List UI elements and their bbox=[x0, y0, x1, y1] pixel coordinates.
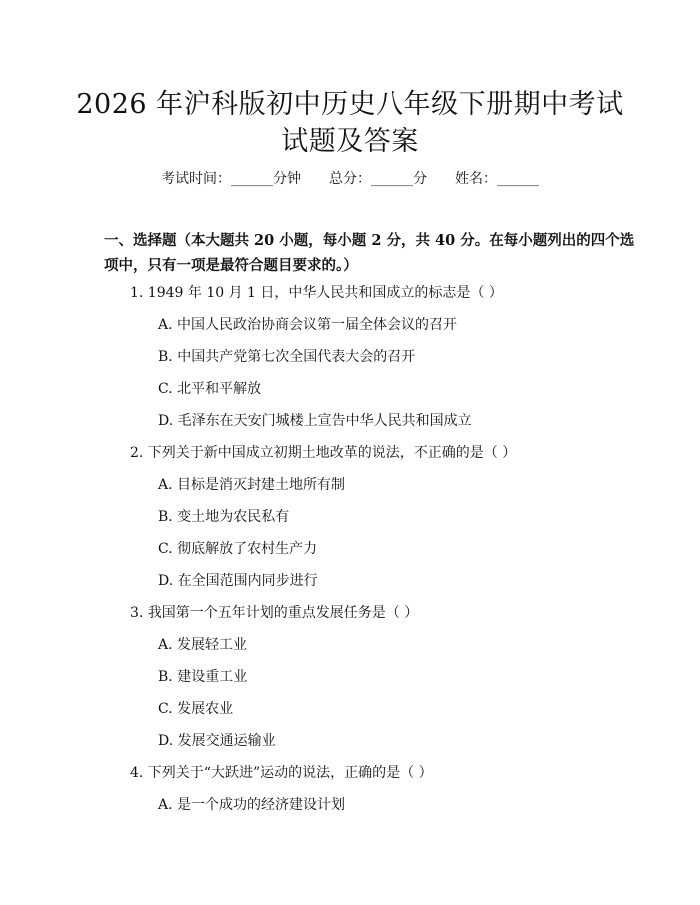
question-3-stem: 3. 我国第一个五年计划的重点发展任务是（ ） bbox=[130, 605, 419, 621]
question-2-option-c: C. 彻底解放了农村生产力 bbox=[158, 541, 318, 557]
exam-meta bbox=[0, 168, 700, 188]
question-1-option-a: A. 中国人民政治协商会议第一届全体会议的召开 bbox=[158, 317, 458, 333]
question-4-option-a: A. 是一个成功的经济建设计划 bbox=[158, 797, 346, 813]
question-1-option-b: B. 中国共产党第七次全国代表大会的召开 bbox=[158, 349, 416, 365]
question-4-stem: 4. 下列关于“大跃进”运动的说法，正确的是（ ） bbox=[130, 765, 433, 781]
total-score-field: 总分：______分 bbox=[329, 171, 427, 187]
question-1-option-d: D. 毛泽东在天安门城楼上宣告中华人民共和国成立 bbox=[158, 413, 472, 429]
question-2-option-d: D. 在全国范围内同步进行 bbox=[158, 573, 318, 589]
question-3-option-a: A. 发展轻工业 bbox=[158, 637, 248, 653]
question-2-option-a: A. 目标是消灭封建土地所有制 bbox=[158, 477, 346, 493]
question-3-option-c: C. 发展农业 bbox=[158, 701, 234, 717]
exam-title-line-2: 试题及答案 bbox=[281, 126, 419, 157]
question-3-option-b: B. 建设重工业 bbox=[158, 669, 248, 685]
question-3-option-d: D. 发展交通运输业 bbox=[158, 733, 276, 749]
student-name-field: 姓名：______ bbox=[455, 171, 539, 187]
question-2-stem: 2. 下列关于新中国成立初期土地改革的说法，不正确的是（ ） bbox=[130, 445, 517, 461]
section-heading-multiple-choice: 一、选择题（本大题共 20 小题，每小题 2 分，共 40 分。在每小题列出的四个选项中，只有一项是最符合题目要求的。） bbox=[104, 232, 635, 274]
exam-title-line-1: 2026 年沪科版初中历史八年级下册期中考试 bbox=[76, 89, 624, 120]
question-1-stem: 1. 1949 年 10 月 1 日，中华人民共和国成立的标志是（ ） bbox=[130, 285, 503, 301]
exam-time-field: 考试时间：______分钟 bbox=[161, 171, 301, 187]
question-2-option-b: B. 变土地为农民私有 bbox=[158, 509, 290, 525]
question-1-option-c: C. 北平和平解放 bbox=[158, 381, 262, 397]
